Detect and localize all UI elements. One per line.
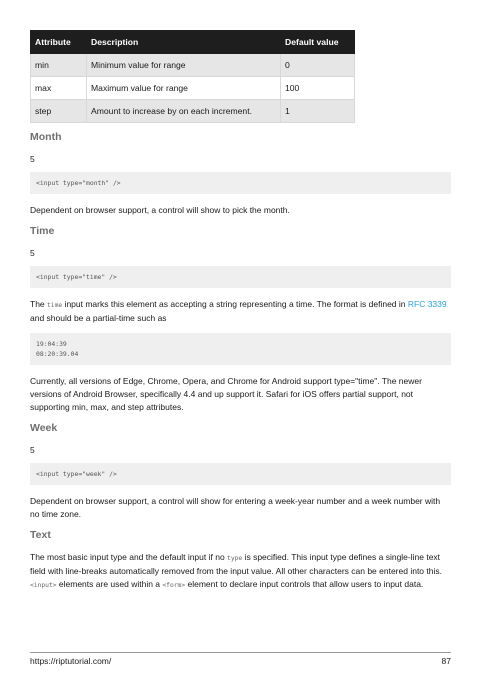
table-cell: Amount to increase by on each increment. [87, 100, 281, 123]
time-example-code-block: 19:04:39 08:20:39.04 [30, 333, 451, 365]
text-run: element to declare input controls that allow users to input data. [185, 579, 424, 589]
week-number: 5 [30, 445, 35, 455]
table-cell: 0 [281, 54, 355, 77]
text-heading: Text [30, 529, 51, 541]
time-heading: Time [30, 225, 55, 237]
table-row [31, 100, 355, 123]
table-header-row [31, 31, 355, 54]
month-paragraph: Dependent on browser support, a control will show to pick the month. [30, 205, 290, 215]
table-cell: 100 [281, 77, 355, 100]
text-paragraph [30, 551, 451, 592]
page-number: 87 [441, 656, 451, 666]
header-attribute: Attribute [31, 31, 87, 54]
inline-code: type [227, 555, 243, 562]
text-run: input marks this element as accepting a string representing a time. The format is defined in [62, 299, 408, 309]
month-number: 5 [30, 154, 35, 164]
rfc-link[interactable]: RFC 3339 [407, 299, 447, 309]
header-description: Description [87, 31, 281, 54]
page-footer [30, 652, 451, 666]
text-run: elements are used within a [56, 579, 163, 589]
week-paragraph: Dependent on browser support, a control will show for entering a week-year number and a week number with no time zone. [30, 496, 441, 519]
attribute-table [30, 30, 355, 123]
text-run: and should be a partial-time such as [30, 313, 167, 323]
month-heading: Month [30, 131, 62, 143]
time-paragraph [30, 298, 451, 325]
table-row [31, 77, 355, 100]
time-support-paragraph: Currently, all versions of Edge, Chrome, Opera, and Chrome for Android support type="time". The newer versions of Android Browser, specifically 4.4 and up support it. Safari for iOS offers partial support, not supporting min, max, and step attributes. [30, 376, 422, 412]
week-code-block: <input type="week" /> [30, 463, 451, 485]
text-run: The [30, 299, 48, 309]
table-cell: Minimum value for range [87, 54, 281, 77]
inline-code: <input> [30, 582, 57, 589]
text-run: is specified. This input type defines a single-line text field with line-breaks automatically removed from the input value. All other characters can be entered into this. [30, 552, 442, 576]
table-cell: 1 [281, 100, 355, 123]
inline-code: <form> [162, 582, 186, 589]
inline-code: time [47, 302, 63, 309]
table-cell: Maximum value for range [87, 77, 281, 100]
table-cell: min [31, 54, 87, 77]
time-code-block: <input type="time" /> [30, 266, 451, 288]
month-code-block: <input type="month" /> [30, 172, 451, 194]
week-heading: Week [30, 422, 58, 434]
time-number: 5 [30, 248, 35, 258]
footer-url-link[interactable]: https://riptutorial.com/ [30, 656, 112, 666]
table-cell: step [31, 100, 87, 123]
header-default-value: Default value [281, 31, 355, 54]
table-cell: max [31, 77, 87, 100]
document-page [30, 30, 451, 600]
text-run: The most basic input type and the default input if no [30, 552, 228, 562]
table-row [31, 54, 355, 77]
